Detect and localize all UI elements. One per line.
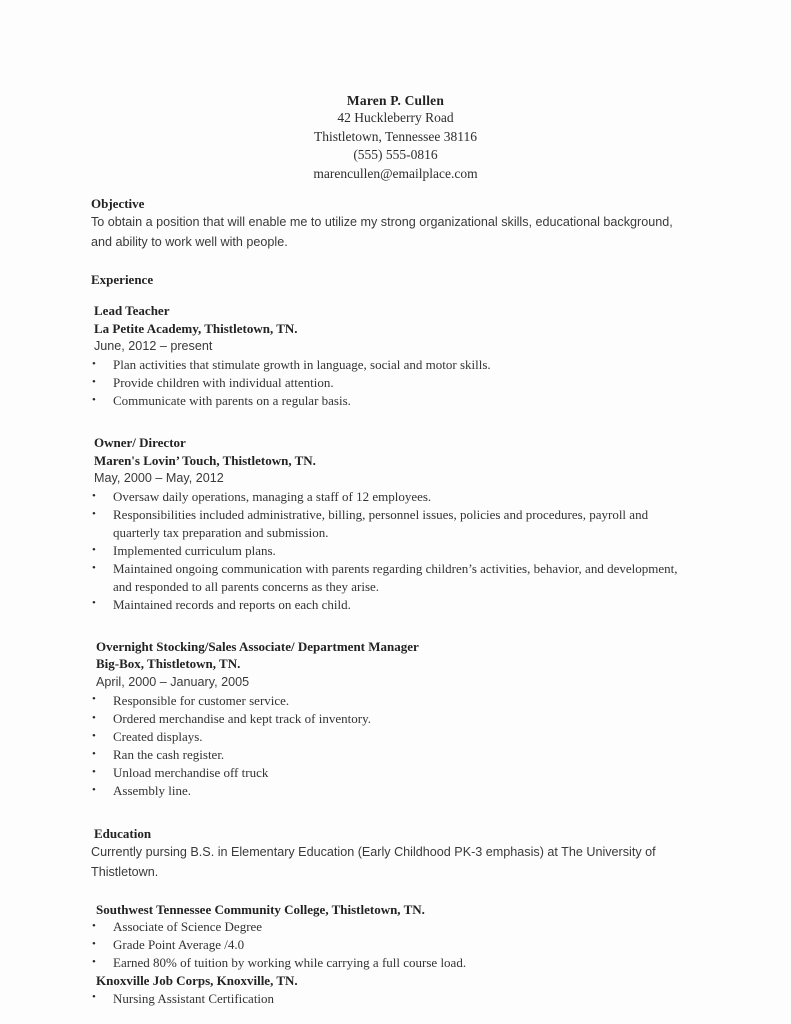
spacer (91, 801, 690, 825)
school-name: Knoxville Job Corps, Knoxville, TN. (96, 973, 298, 989)
list-item: • Ordered merchandise and kept track of inventory. (91, 710, 690, 728)
job-dates: April, 2000 – January, 2005 (96, 674, 250, 689)
spacer (91, 252, 690, 271)
spacer (91, 410, 690, 434)
resume-header (0, 0, 791, 183)
job-organization: Maren's Lovin’ Touch, Thistletown, TN. (94, 452, 316, 468)
list-item: • Responsible for customer service. (91, 692, 690, 710)
job-title: Lead Teacher (94, 303, 170, 318)
email-address: marencullen@emailplace.com (313, 165, 478, 181)
job-bullet-list (91, 356, 690, 410)
spacer (91, 882, 690, 901)
section-heading-education: Education (94, 825, 152, 841)
list-item: • Created displays. (91, 728, 690, 746)
list-item: • Provide children with individual attention. (91, 374, 690, 392)
section-heading-experience: Experience (91, 272, 154, 287)
experience-entry (94, 302, 690, 356)
list-item: • Maintained records and reports on each child. (91, 596, 690, 614)
list-item: • Ran the cash register. (91, 746, 690, 764)
spacer (91, 288, 690, 302)
list-item: • Unload merchandise off truck (91, 764, 690, 782)
applicant-name: Maren P. Cullen (346, 93, 445, 108)
list-item: • Nursing Assistant Certification (91, 990, 690, 1008)
street-address: 42 Huckleberry Road (337, 110, 454, 125)
list-item: • Grade Point Average /4.0 (91, 936, 690, 954)
section-heading-objective: Objective (91, 196, 145, 211)
spacer (91, 614, 690, 638)
job-organization: La Petite Academy, Thistletown, TN. (94, 320, 298, 336)
job-title: Owner/ Director (94, 435, 186, 451)
job-dates: June, 2012 – present (94, 339, 213, 353)
list-item: • Plan activities that stimulate growth in language, social and motor skills. (91, 356, 690, 374)
resume-body (0, 195, 791, 1007)
list-item: • Earned 80% of tuition by working while carrying a full course load. (91, 954, 690, 972)
school-bullet-list (91, 918, 690, 972)
list-item: • Assembly line. (91, 782, 690, 800)
list-item: • Communicate with parents on a regular basis. (91, 392, 690, 410)
job-organization: Big-Box, Thistletown, TN. (96, 656, 241, 672)
school-bullet-list (91, 990, 690, 1008)
job-dates: May, 2000 – May, 2012 (94, 471, 224, 486)
experience-entry (96, 638, 690, 692)
education-current-text: Currently pursing B.S. in Elementary Education (Early Childhood PK-3 emphasis) at The University of Thistletown. (91, 844, 656, 879)
job-bullet-list (91, 488, 690, 613)
phone-number: (555) 555-0816 (353, 147, 438, 162)
list-item: • Maintained ongoing communication with parents regarding children’s activities, behavior, and development, and responded to all parents concerns as they arise. (91, 560, 690, 595)
school-name: Southwest Tennessee Community College, Thistletown, TN. (96, 901, 425, 917)
list-item: • Responsibilities included administrative, billing, personnel issues, policies and procedures, payroll and quarterly tax preparation and submission. (91, 506, 690, 541)
list-item: • Oversaw daily operations, managing a staff of 12 employees. (91, 488, 690, 506)
list-item: • Associate of Science Degree (91, 918, 690, 936)
job-title: Overnight Stocking/Sales Associate/ Department Manager (96, 638, 419, 654)
job-bullet-list (91, 692, 690, 800)
city-state-zip: Thistletown, Tennessee 38116 (314, 128, 477, 144)
list-item: • Implemented curriculum plans. (91, 542, 690, 560)
experience-entry (94, 434, 690, 488)
objective-text: To obtain a position that will enable me to utilize my strong organizational skills, educational background, and ability to work well with people. (91, 215, 673, 249)
